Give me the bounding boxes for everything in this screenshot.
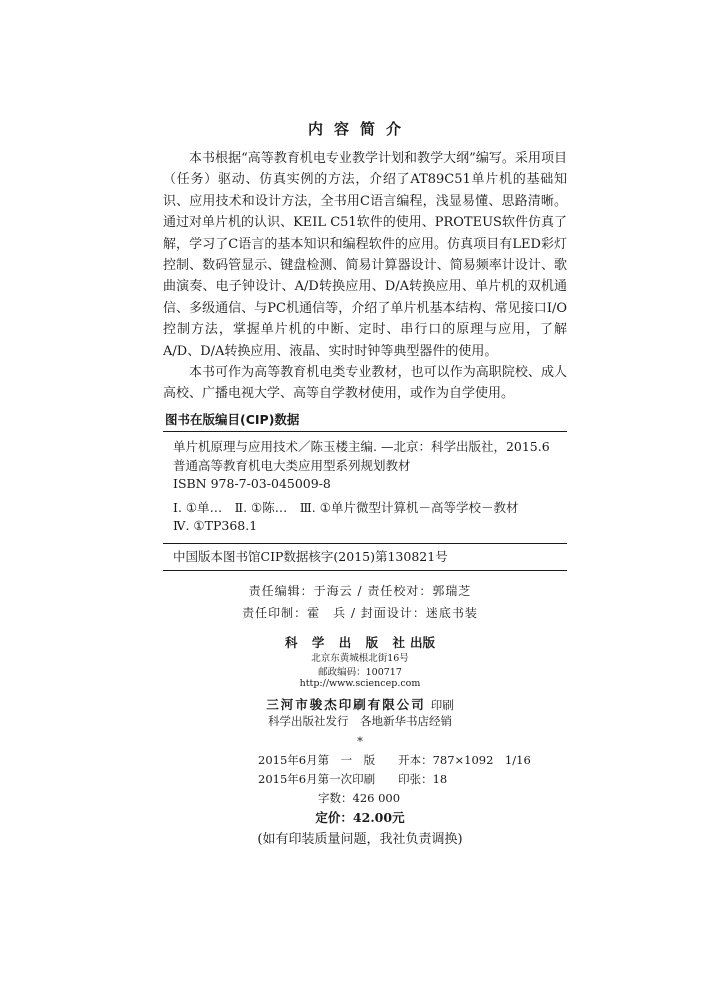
staff-production: 责任印制：霍 兵 / 封面设计：迷底书装 [242,606,478,620]
cip-block [163,410,567,571]
quality-note: (如有印装质量问题，我社负责调换) [257,832,463,847]
separator-star: * [357,734,363,748]
publisher-line [0,632,720,651]
staff-editors: 责任编辑：于海云 / 责任校对：郭瑞芝 [248,584,472,598]
cip-class-line-2: Ⅳ. ①TP368.1 [173,518,258,533]
intro-title: 内容简介 [307,120,412,138]
price-line: 定价：42.00元 [315,810,405,825]
printer-name: 三河市骏杰印刷有限公司 [266,697,426,712]
publisher-postcode: 邮政编码：100717 [318,667,402,678]
distribution-line: 科学出版社发行 各地新华书店经销 [268,714,452,728]
printer-line [0,694,720,713]
cip-heading: 图书在版编目(CIP)数据 [165,412,300,427]
publisher-name: 科 学 出 版 社 [285,635,410,650]
cip-record [163,432,567,543]
cip-title-line: 单片机原理与应用技术／陈玉楼主编. —北京：科学出版社，2015.6 [173,439,550,454]
cip-number: 中国版本图书馆CIP数据核字(2015)第130821号 [173,548,448,564]
intro-text [163,148,567,405]
publisher-suffix: 出版 [409,635,435,650]
cip-isbn-line: ISBN 978-7-03-045009-8 [173,476,331,491]
cip-class-line-1: Ⅰ. ①单… Ⅱ. ①陈… Ⅲ. ①单片微型计算机－高等学校－教材 [173,499,519,515]
edition-line: 2015年6月第 一 版 开本：787×1092 1/16 [258,753,531,767]
printing-line: 2015年6月第一次印刷 印张：18 [258,772,448,786]
publisher-address: 北京东黄城根北街16号 [311,653,409,664]
printer-suffix: 印刷 [430,698,454,712]
intro-paragraph-1: 本书根据“高等教育机电专业教学计划和教学大纲”编写。采用项目（任务）驱动、仿真实例的方法，介绍了AT89C51单片机的基础知识、应用技术和设计方法，全书用C语言编程，浅显易懂、思路清晰。通过对单片机的认识、KEIL C51软件的使用、PROTEUS软件仿真了解，学习了C语言的基本知识和编程软件的应用。仿真项目有LED彩灯控制、数码管显示、键盘检测、简易计算器设计、简易频率计设计、歌曲演奏、电子钟设计、A/D转换应用、D/A转换应用、单片机的双机通信、多级通信、与PC机通信等，介绍了单片机基本结构、常见接口I/O控制方法，掌握单片机的中断、定时、串行口的原理与应用，了解A/D、D/A转换应用、液晶、实时时钟等典型器件的使用。 [163,151,567,359]
cip-series-line: 普通高等教育机电大类应用型系列规划教材 [173,457,411,473]
intro-paragraph-2: 本书可作为高等教育机电类专业教材，也可以作为高职院校、成人高校、广播电视大学、高等自学教材使用，或作为自学使用。 [163,365,567,402]
word-count-line: 字数：426 000 [318,791,401,805]
publisher-website: http://www.sciencep.com [299,678,421,689]
book-specs [258,751,538,808]
cip-bottom-rule [163,570,567,571]
